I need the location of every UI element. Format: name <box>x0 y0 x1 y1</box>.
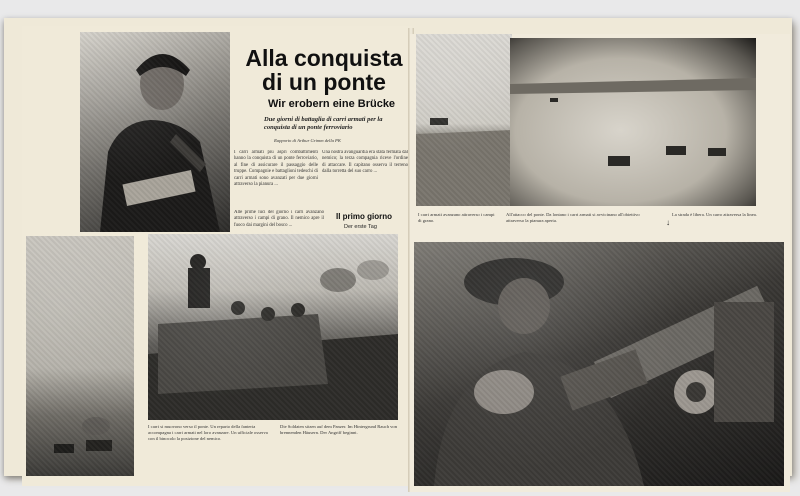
right-page <box>410 34 790 492</box>
distant-tanks-photo-overlay <box>26 236 134 476</box>
caption-bottom-left: I carri si muovono verso il ponte. Un reparto della fanteria accompagna i carri armati nel loro avanzare. Un ufficiale osserva con il binocolo la posizione del nemico. <box>148 424 268 441</box>
article-title-line2: di un ponte <box>262 69 386 95</box>
tanks-on-plain-figure <box>510 38 756 206</box>
caption-top-right-2: All'attacco del ponte. Da lontano i carri armati si avvicinano all'obiettivo attraverso la pianura aperta. <box>506 212 640 223</box>
left-page <box>22 26 412 486</box>
article-title-line1: Alla conquista <box>245 45 403 71</box>
tanks-on-plain-photo <box>510 38 756 206</box>
article-lead: Due giorni di battaglia di carri armati per la conquista di un ponte ferroviario <box>264 116 383 131</box>
article-body-col3: Alle prime luci del giorno i carri avanzano attraverso i campi di grano. Il nemico apre il fuoco dai margini del bosco ... <box>234 210 324 228</box>
caption-top-right-1: I carri armati avanzano attraverso i campi di grano. <box>418 212 495 223</box>
gunner-in-turret-photo-overlay <box>414 242 784 486</box>
arrow-down-icon: ↓ <box>666 218 670 227</box>
caption-top-right-3: La strada è libera. Un carro attraversa la linea. <box>672 212 757 217</box>
magazine-spread <box>4 18 792 476</box>
article-body-col2: Una nostra avanguardia era stata fermata dal nemico; la terza compagnia riceve l'ordine di attaccare. Il capitano osserva il terreno dalla torretta del suo carro ... <box>322 150 408 175</box>
soldiers-on-tank-photo-overlay <box>148 234 398 420</box>
article-subtitle: Wir erobern eine Brücke <box>268 98 396 110</box>
section-heading: Il primo giorno <box>336 212 392 221</box>
article-byline: Rapporto di Arthur Grimm della PK <box>274 138 341 143</box>
wheat-field-photo-overlay <box>416 34 512 206</box>
section-subheading: Der erste Tag <box>344 224 377 230</box>
article-body-col1: I carri armati più aspri combattimenti hanno la conquista di un ponte ferroviario, al fine di assicurare il passaggio delle truppe. Compagnie e battaglioni tedeschi di carri armati sono avanzati per due giorni attraverso la pianura ... <box>234 150 318 188</box>
tank-commander-photo-overlay <box>80 32 230 232</box>
caption-bottom-mid: Die Soldaten sitzen auf dem Panzer. Im Hintergrund Rauch von brennenden Häusern. Der Angriff beginnt. <box>280 424 398 435</box>
